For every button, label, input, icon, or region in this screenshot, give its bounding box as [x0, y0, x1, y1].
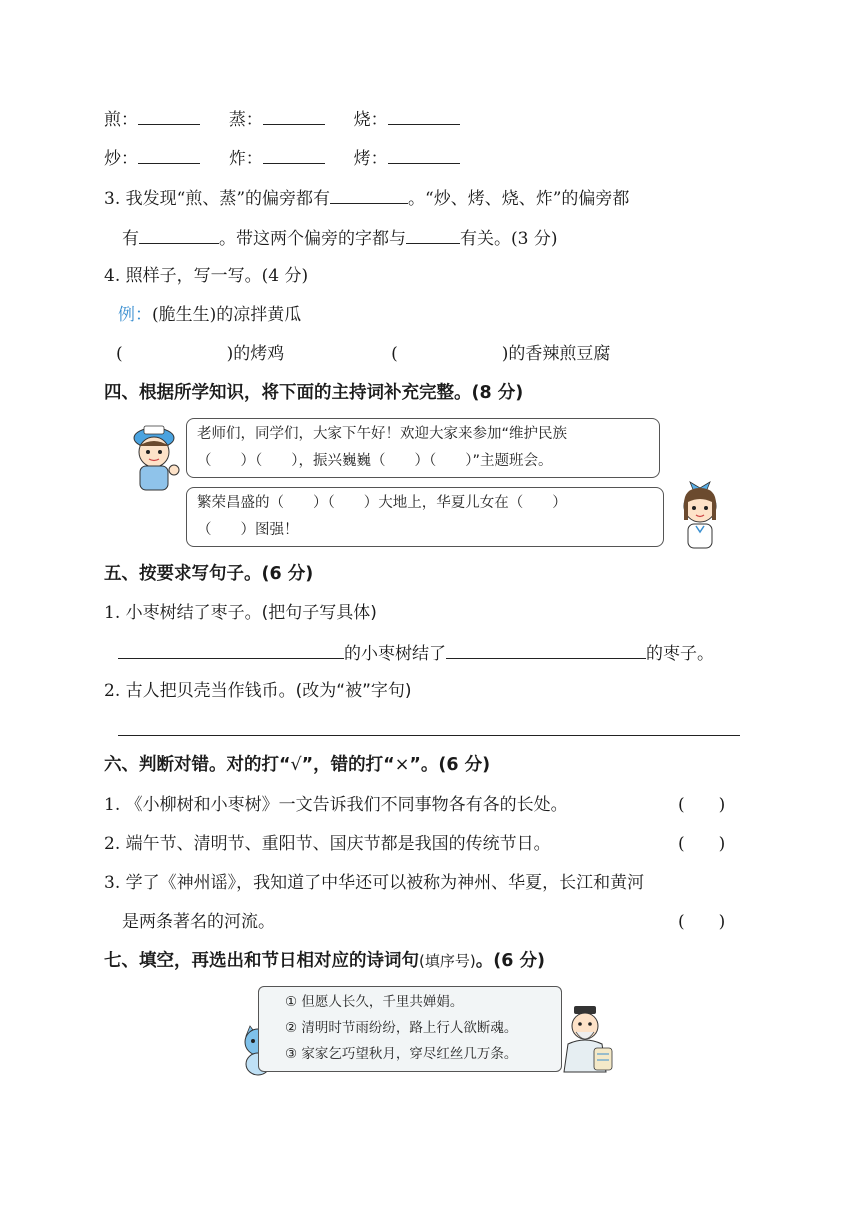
q4-title: 4. 照样子，写一写。(4 分) [104, 266, 309, 286]
answer-blank[interactable] [446, 640, 646, 659]
judge-paren[interactable]: ( ) [678, 912, 726, 932]
judge-item-1: 1. 《小柳树和小枣树》一文告诉我们不同事物各有各的长处。 [104, 795, 568, 815]
bubble-line: 繁荣昌盛的（ ）（ ）大地上，华夏儿女在（ ） [197, 495, 567, 511]
bubble-line: 老师们，同学们，大家下午好！欢迎大家来参加“维护民族 [197, 426, 568, 442]
q4-items: ( )的烤鸡 ( )的香辣煎豆腐 [116, 344, 611, 364]
section-6-title: 六、判断对错。对的打“√”，错的打“×”。(6 分) [104, 755, 491, 775]
answer-line[interactable] [118, 735, 740, 736]
q2-char-label: 煎： [104, 110, 138, 130]
speech-bubble-girl [186, 487, 664, 547]
answer-blank[interactable] [263, 145, 325, 164]
answer-blank[interactable] [138, 106, 200, 125]
sec5-q1: 1. 小枣树结了枣子。(把句子写具体) [104, 603, 377, 623]
judge-item-3-cont: 是两条著名的河流。 [122, 912, 275, 932]
q3-line-1: 3. 我发现“煎、蒸”的偏旁都有 。“炒、烤、烧、炸”的偏旁都 [104, 185, 629, 211]
q2-char-label: 烧： [353, 110, 388, 130]
judge-item-2: 2. 端午节、清明节、重阳节、国庆节都是我国的传统节日。 [104, 834, 551, 854]
answer-paren[interactable]: ( ) [116, 344, 234, 364]
bubble-line: （ ）图强！ [197, 522, 299, 538]
answer-paren[interactable]: ( ) [391, 344, 509, 364]
q2-char-label: 炒： [104, 149, 138, 169]
q3-line-2: 有 。带这两个偏旁的字都与 有关。(3 分) [122, 225, 557, 251]
sec5-q2: 2. 古人把贝壳当作钱币。(改为“被”字句) [104, 681, 412, 701]
judge-paren[interactable]: ( ) [678, 834, 726, 854]
answer-blank[interactable] [330, 185, 408, 204]
answer-blank[interactable] [139, 225, 219, 244]
q2-row-2 [104, 145, 460, 171]
answer-blank[interactable] [388, 106, 460, 125]
girl-cartoon-icon [672, 472, 728, 552]
poem-line: ③ 家家乞巧望秋月，穿尽红丝几万条。 [285, 1046, 518, 1062]
scholar-cartoon-icon [556, 1004, 618, 1076]
sec5-q1-answer: 的小枣树结了 的枣子。 [118, 640, 714, 666]
poem-line: ① 但愿人长久，千里共婵娟。 [285, 994, 464, 1010]
answer-blank[interactable] [406, 225, 460, 244]
poem-board [258, 986, 562, 1072]
judge-paren[interactable]: ( ) [678, 795, 726, 815]
answer-blank[interactable] [138, 145, 200, 164]
speech-bubble-boy [186, 418, 660, 478]
judge-item-3: 3. 学了《神州谣》，我知道了中华还可以被称为神州、华夏，长江和黄河 [104, 873, 645, 893]
poem-line: ② 清明时节雨纷纷，路上行人欲断魂。 [285, 1020, 518, 1036]
bubble-line: （ ）（ ），振兴巍巍（ ）（ ）”主题班会。 [197, 453, 553, 469]
boy-cartoon-icon [126, 418, 186, 496]
section-5-title: 五、按要求写句子。(6 分) [104, 564, 314, 584]
section-7-title: 七、填空，再选出和节日相对应的诗词句(填序号)。(6 分) [104, 951, 545, 971]
q4-example: 例：(脆生生)的凉拌黄瓜 [118, 305, 302, 325]
answer-blank[interactable] [118, 640, 344, 659]
q2-char-label: 烤： [353, 149, 388, 169]
q2-char-label: 蒸： [228, 110, 263, 130]
q2-char-label: 炸： [228, 149, 263, 169]
answer-blank[interactable] [388, 145, 460, 164]
example-label: 例： [118, 305, 152, 325]
section-4-title: 四、根据所学知识，将下面的主持词补充完整。(8 分) [104, 383, 524, 403]
answer-blank[interactable] [263, 106, 325, 125]
q2-row-1 [104, 106, 460, 132]
